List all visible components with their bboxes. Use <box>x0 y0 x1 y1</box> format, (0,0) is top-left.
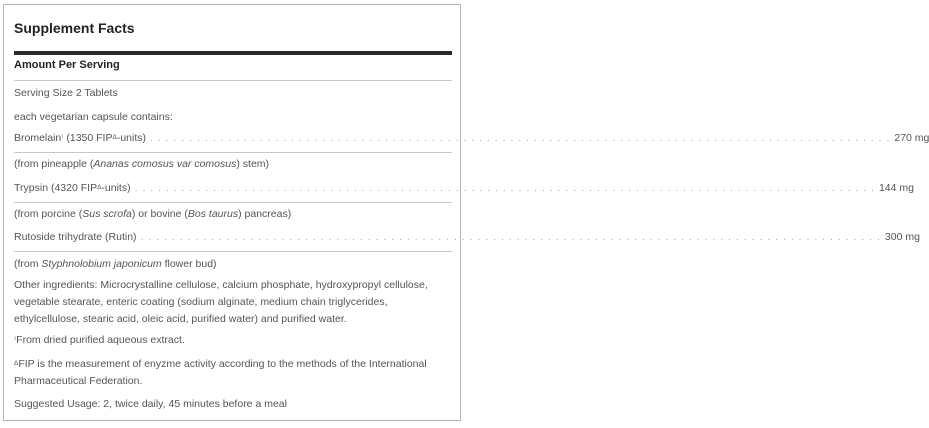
footnote-extract <box>14 334 452 347</box>
ingredient-row-trypsin <box>14 182 914 195</box>
suggested-usage: Suggested Usage: 2, twice daily, 45 minutes before a meal <box>14 398 287 410</box>
fip-marker: Δ <box>112 134 117 141</box>
source-text: flower bud) <box>161 258 217 270</box>
ingredient-label <box>14 182 131 195</box>
leader-dots: . . . . . . . . . . . . . . . . . . . . . . . . . . . . . . . . . . . . . . . . . . . . . . . . . . . . . . . . . . . . . . . . . . . . . . . . . . . . . . . . . . . . . . . . . . . . . . . <box>134 182 875 194</box>
ingredient-detail: -units) <box>101 182 131 194</box>
divider <box>14 251 452 252</box>
leader-dots: . . . . . . . . . . . . . . . . . . . . . . . . . . . . . . . . . . . . . . . . . . . . . . . . . . . . . . . . . . . . . . . . . . . . . . . . . . . . . . . . . . . . . . . . . . . . . . . <box>140 231 881 243</box>
ingredient-row-rutin <box>14 231 920 244</box>
leader-dots: . . . . . . . . . . . . . . . . . . . . . . . . . . . . . . . . . . . . . . . . . . . . . . . . . . . . . . . . . . . . . . . . . . . . . . . . . . . . . . . . . . . . . . . . . . . . . . . <box>150 132 891 144</box>
other-ingredients: Other ingredients: Microcrystalline cellulose, calcium phosphate, hydroxypropyl cellulose, vegetable stearate, enteric coating (sodium alginate, medium chain triglycerides, ethylcellulose, stearic acid, oleic acid, purified water) and purified water. <box>14 279 428 325</box>
footnote-fip <box>14 356 450 390</box>
ingredient-detail: (4320 FIP <box>48 182 98 194</box>
footnote-text: From dried purified aqueous extract. <box>16 334 185 346</box>
footnote-marker: ¹ <box>14 336 17 343</box>
latin-name: Ananas comosus var comosus <box>93 158 237 170</box>
source-text: ) or bovine ( <box>131 208 188 220</box>
ingredient-source <box>14 158 452 171</box>
source-text: ) pancreas) <box>238 208 292 220</box>
thick-divider <box>14 51 452 55</box>
divider <box>14 80 452 81</box>
serving-size: Serving Size 2 Tablets <box>14 87 118 99</box>
ingredient-detail: -units) <box>116 132 147 144</box>
ingredient-detail: (1350 FIP <box>63 132 113 144</box>
fip-marker: Δ <box>97 184 102 191</box>
fip-marker: Δ <box>14 360 19 367</box>
ingredient-amount: 270 mg <box>894 132 929 144</box>
source-text: (from porcine ( <box>14 208 83 220</box>
ingredient-name: Bromelain <box>14 132 62 144</box>
amount-per-serving-heading: Amount Per Serving <box>14 59 120 71</box>
ingredient-source <box>14 208 452 221</box>
divider <box>14 152 452 153</box>
ingredient-amount: 144 mg <box>878 182 914 194</box>
divider <box>14 202 452 203</box>
supplement-facts-panel <box>3 4 929 421</box>
latin-name: Styphnolobium japonicum <box>41 258 162 270</box>
source-text: (from pineapple ( <box>14 158 94 170</box>
footnote-marker: ¹ <box>61 134 64 141</box>
ingredient-row-bromelain <box>14 132 929 145</box>
ingredient-name: Trypsin <box>14 182 49 194</box>
latin-name: Bos taurus <box>187 208 239 220</box>
capsule-contents-label: each vegetarian capsule contains: <box>14 111 173 123</box>
source-text: ) stem) <box>236 158 270 170</box>
latin-name: Sus scrofa <box>82 208 132 220</box>
ingredient-source <box>14 258 452 271</box>
footnote-text: FIP is the measurement of enyzme activity according to the methods of the International Pharmaceutical Federation. <box>14 358 427 387</box>
ingredient-label <box>14 231 137 244</box>
ingredient-amount: 300 mg <box>884 231 920 243</box>
ingredient-label <box>14 132 146 145</box>
panel-title: Supplement Facts <box>14 20 135 36</box>
source-text: (from <box>14 258 42 270</box>
ingredient-name: Rutoside trihydrate (Rutin) <box>14 231 137 243</box>
